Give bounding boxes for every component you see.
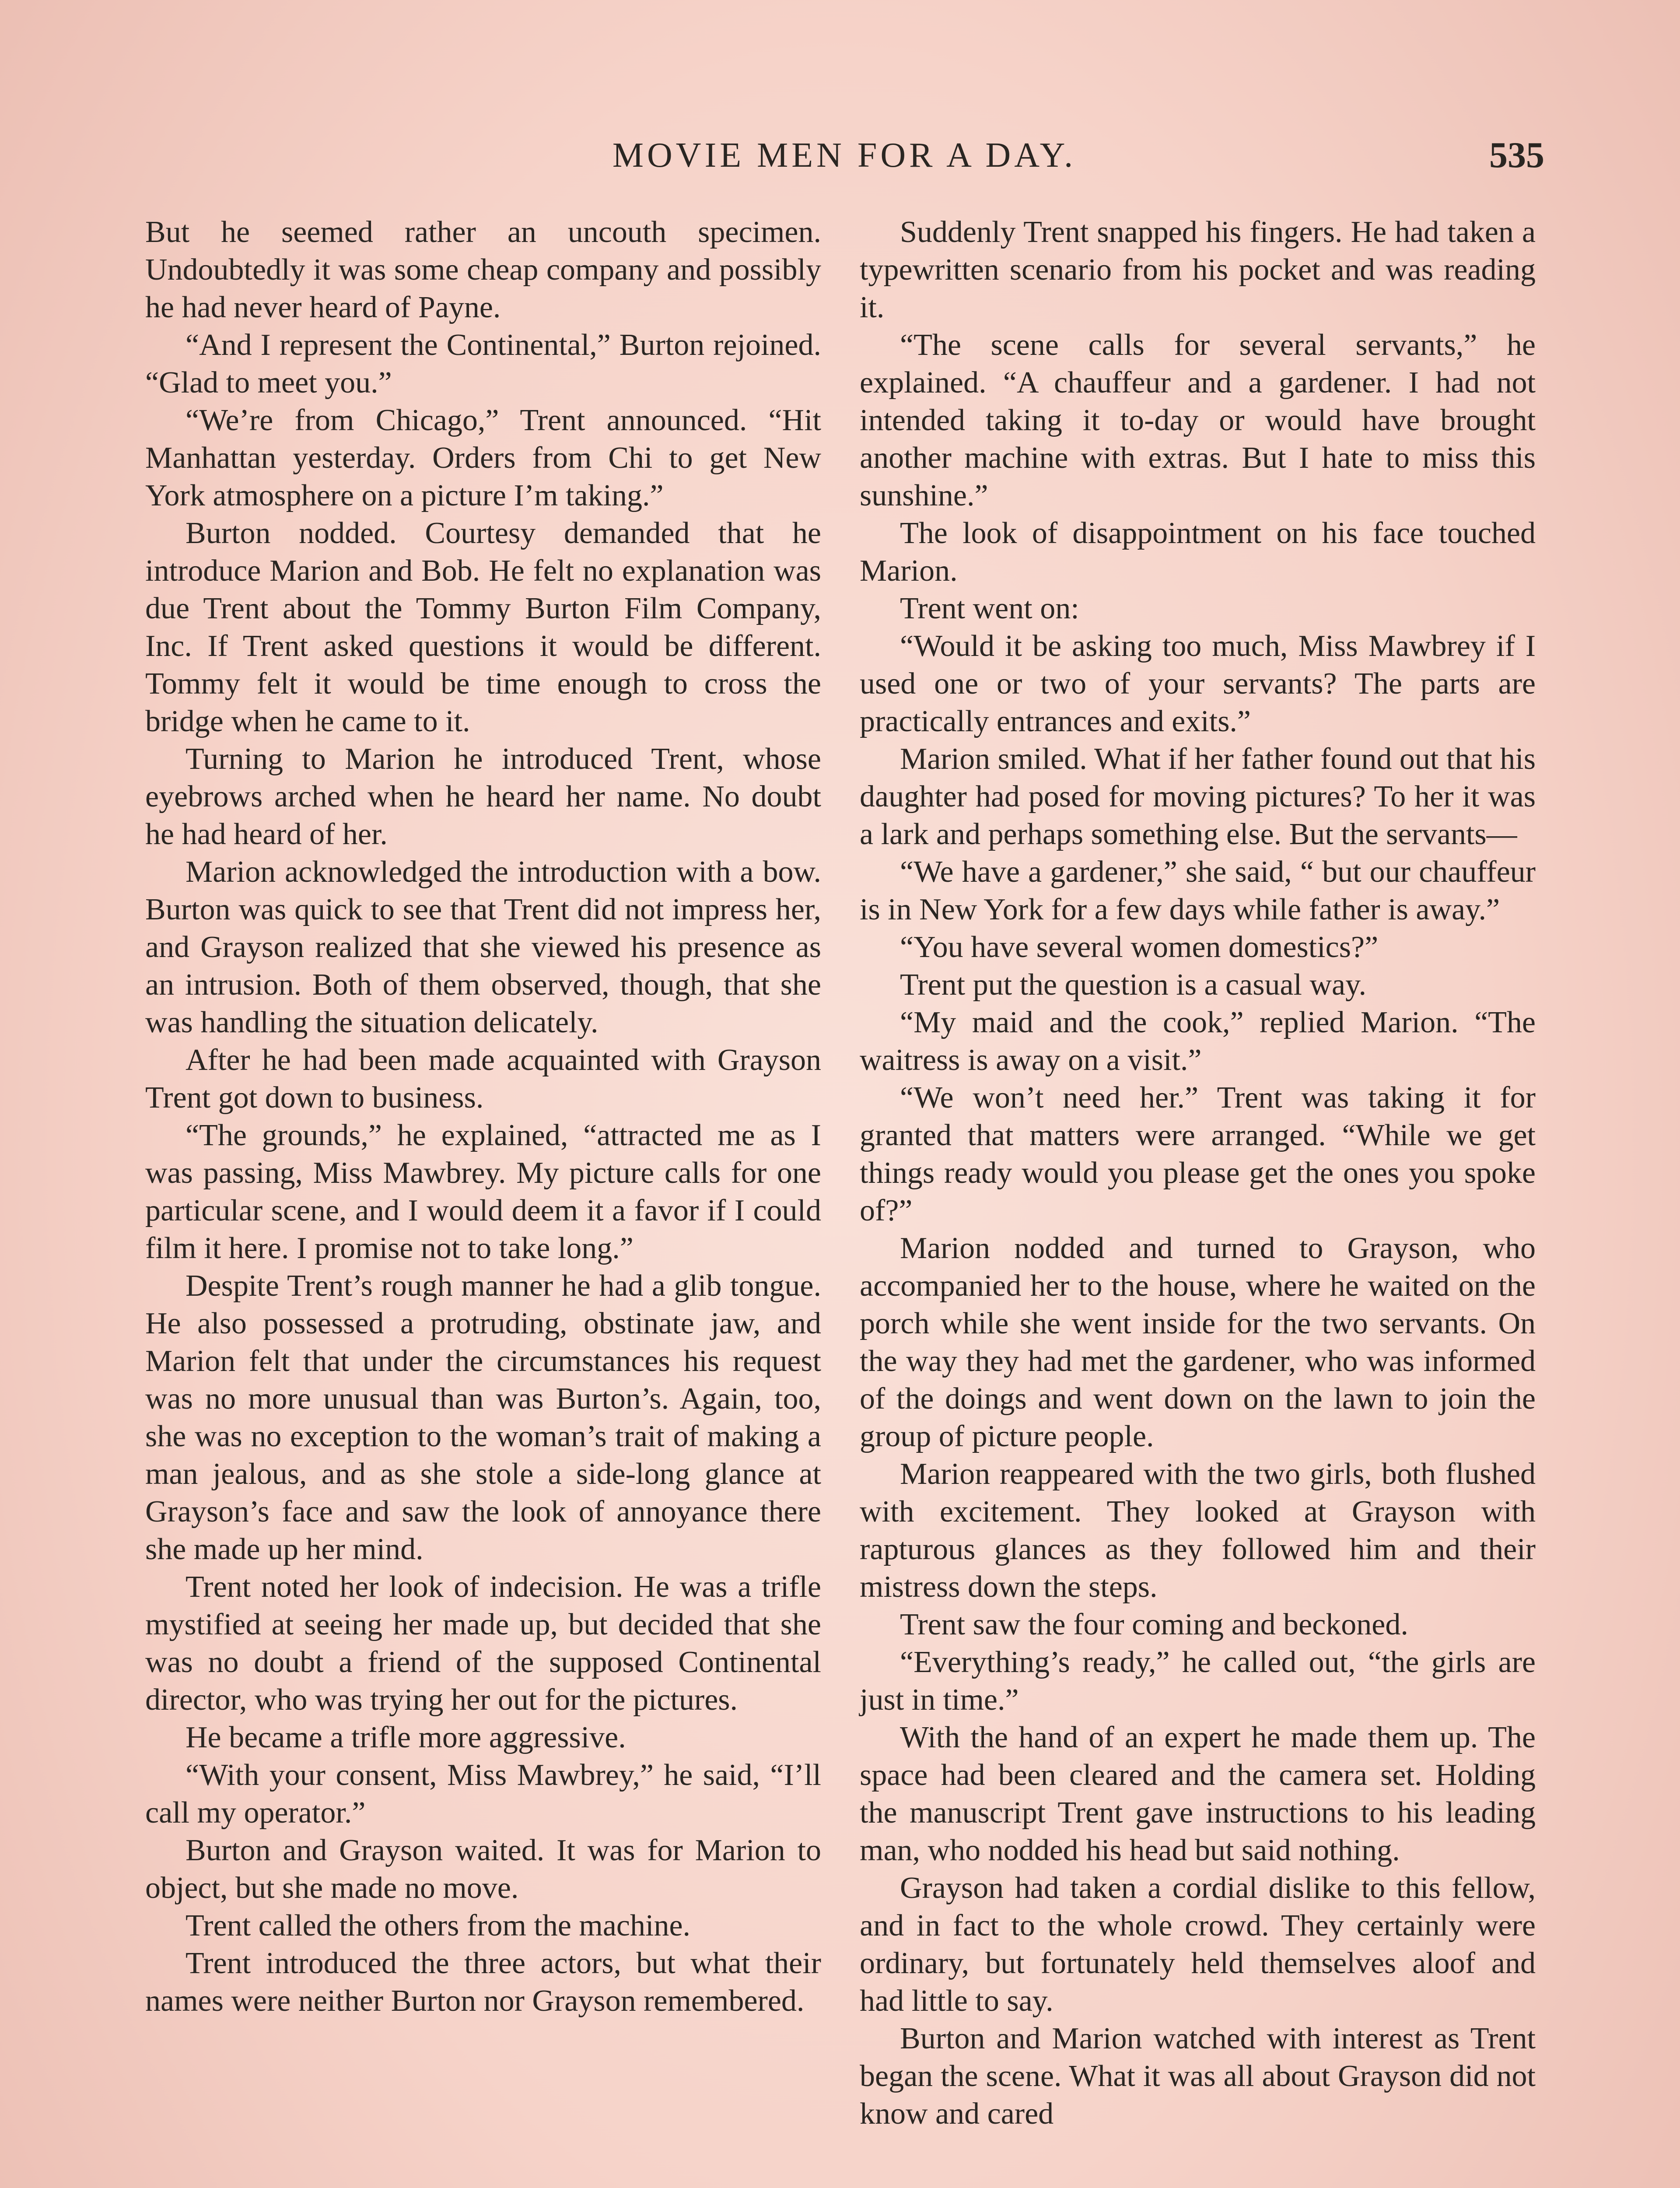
- paragraph: With the hand of an expert he made them up. The space had been cleared and the camera set. Holding the manuscript Trent gave instructions to his leading man, who nodded his head but said nothing.: [860, 1721, 1536, 1867]
- page-number: 535: [1489, 135, 1544, 175]
- paragraph: But he seemed rather an uncouth specimen. Undoubtedly it was some cheap company and possibly he had never heard of Payne.: [145, 215, 821, 324]
- paragraph: “My maid and the cook,” replied Marion. “The waitress is away on a visit.”: [860, 1006, 1536, 1077]
- paragraph: He became a trifle more aggressive.: [186, 1721, 626, 1754]
- left-column: [145, 214, 821, 2020]
- paragraph: Marion smiled. What if her father found out that his daughter had posed for moving pictures? To her it was a lark and perhaps something else. But the servants—: [860, 742, 1536, 851]
- running-title: MOVIE MEN FOR A DAY.: [612, 136, 1077, 175]
- paragraph: “And I represent the Continental,” Burton rejoined. “Glad to meet you.”: [145, 328, 821, 400]
- paragraph: Suddenly Trent snapped his fingers. He had taken a typewritten scenario from his pocket and was reading it.: [860, 215, 1536, 324]
- paragraph: “We have a gardener,” she said, “ but our chauffeur is in New York for a few days while father is away.”: [860, 855, 1536, 926]
- paragraph: Turning to Marion he introduced Trent, whose eyebrows arched when he heard her name. No doubt he had heard of her.: [145, 742, 821, 851]
- paragraph: “You have several women domestics?”: [900, 930, 1379, 964]
- paragraph: “Everything’s ready,” he called out, “the girls are just in time.”: [860, 1645, 1536, 1717]
- paragraph: Trent went on:: [900, 592, 1079, 625]
- paragraph: Despite Trent’s rough manner he had a glib tongue. He also possessed a protruding, obstinate jaw, and Marion felt that under the circumstances his request was no more unusual than was Burton’s. Again, too, she was no exception to the woman’s trait of making a man jealous, and as she stole a side-long glance at Grayson’s face and saw the look of annoyance there she made up her mind.: [145, 1269, 821, 1566]
- paragraph: Burton and Grayson waited. It was for Marion to object, but she made no move.: [145, 1834, 821, 1905]
- right-column: [860, 214, 1536, 2133]
- paragraph: Burton and Marion watched with interest as Trent began the scene. What it was all about Grayson did not know and cared: [860, 2022, 1536, 2131]
- paragraph: The look of disappointment on his face touched Marion.: [860, 516, 1536, 588]
- paragraph: “The grounds,” he explained, “attracted me as I was passing, Miss Mawbrey. My picture calls for one particular scene, and I would deem it a favor if I could film it here. I promise not to take long.”: [145, 1119, 821, 1265]
- paragraph: Grayson had taken a cordial dislike to this fellow, and in fact to the whole crowd. They certainly were ordinary, but fortunately held themselves aloof and had little to say.: [860, 1871, 1536, 2018]
- paragraph: Trent saw the four coming and beckoned.: [900, 1608, 1408, 1641]
- paragraph: “We’re from Chicago,” Trent announced. “Hit Manhattan yesterday. Orders from Chi to get New York atmosphere on a picture I’m taking.”: [145, 403, 821, 512]
- paragraph: “Would it be asking too much, Miss Mawbrey if I used one or two of your servants? The parts are practically entrances and exits.”: [860, 629, 1536, 738]
- paragraph: “With your consent, Miss Mawbrey,” he said, “I’ll call my operator.”: [145, 1758, 821, 1830]
- paragraph: Trent introduced the three actors, but what their names were neither Burton nor Grayson remembered.: [145, 1946, 821, 2018]
- paragraph: Trent called the others from the machine.: [186, 1909, 691, 1943]
- paragraph: Marion nodded and turned to Grayson, who accompanied her to the house, where he waited on the porch while she went inside for the two servants. On the way they had met the gardener, who was informed of the doings and went down on the lawn to join the group of picture people.: [860, 1231, 1536, 1453]
- paragraph: After he had been made acquainted with Grayson Trent got down to business.: [145, 1043, 821, 1115]
- paragraph: Trent put the question is a casual way.: [900, 968, 1367, 1002]
- paragraph: Burton nodded. Courtesy demanded that he introduce Marion and Bob. He felt no explanation was due Trent about the Tommy Burton Film Company, Inc. If Trent asked questions it would be different. Tommy felt it would be time enough to cross the bridge when he came to it.: [145, 516, 821, 738]
- paragraph: “We won’t need her.” Trent was taking it for granted that matters were arranged. “While we get things ready would you please get the ones you spoke of?”: [860, 1081, 1536, 1227]
- running-head: [144, 131, 1544, 179]
- paragraph: Marion reappeared with the two girls, both flushed with excitement. They looked at Grayson with rapturous glances as they followed him and their mistress down the steps.: [860, 1457, 1536, 1604]
- paragraph: Trent noted her look of indecision. He was a trifle mystified at seeing her made up, but decided that she was no doubt a friend of the supposed Continental director, who was trying her out for the pictures.: [145, 1570, 821, 1717]
- paragraph: “The scene calls for several servants,” he explained. “A chauffeur and a gardener. I had not intended taking it to-day or would have brought another machine with extras. But I hate to miss this sunshine.”: [860, 328, 1536, 512]
- paragraph: Marion acknowledged the introduction with a bow. Burton was quick to see that Trent did not impress her, and Grayson realized that she viewed his presence as an intrusion. Both of them observed, though, that she was handling the situation delicately.: [145, 855, 821, 1039]
